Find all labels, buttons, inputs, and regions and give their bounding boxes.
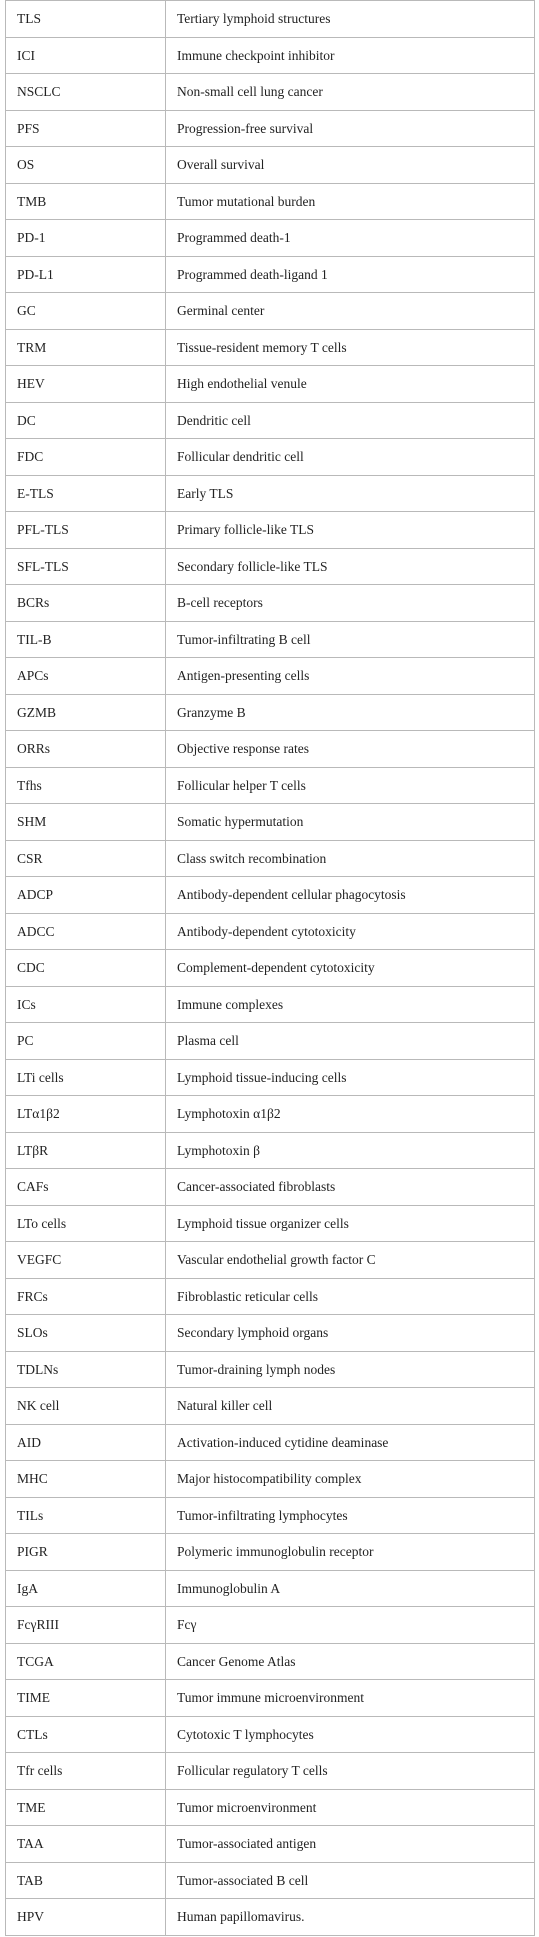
abbreviation-cell: ADCP — [6, 877, 166, 914]
abbreviation-cell: HPV — [6, 1899, 166, 1936]
definition-cell: Lymphotoxin α1β2 — [166, 1096, 535, 1133]
definition-cell: Antibody-dependent cellular phagocytosis — [166, 877, 535, 914]
abbreviation-cell: PD-1 — [6, 220, 166, 257]
abbreviation-cell: SFL-TLS — [6, 548, 166, 585]
table-row — [6, 475, 535, 512]
abbreviation-cell: ICs — [6, 986, 166, 1023]
definition-cell: Natural killer cell — [166, 1388, 535, 1425]
definition-cell: Non-small cell lung cancer — [166, 74, 535, 111]
table-row — [6, 621, 535, 658]
abbreviation-cell: LTo cells — [6, 1205, 166, 1242]
definition-cell: Activation-induced cytidine deaminase — [166, 1424, 535, 1461]
abbreviation-cell: TCGA — [6, 1643, 166, 1680]
abbreviation-cell: PIGR — [6, 1534, 166, 1571]
table-row — [6, 1570, 535, 1607]
abbreviation-cell: SHM — [6, 804, 166, 841]
definition-cell: Tissue-resident memory T cells — [166, 329, 535, 366]
abbreviation-cell: LTα1β2 — [6, 1096, 166, 1133]
definition-cell: Polymeric immunoglobulin receptor — [166, 1534, 535, 1571]
abbreviation-cell: ORRs — [6, 731, 166, 768]
abbreviation-cell: CSR — [6, 840, 166, 877]
definition-cell: Germinal center — [166, 293, 535, 330]
abbreviation-cell: CDC — [6, 950, 166, 987]
table-row — [6, 1351, 535, 1388]
abbreviation-cell: TAA — [6, 1826, 166, 1863]
table-row — [6, 1643, 535, 1680]
definition-cell: Programmed death-1 — [166, 220, 535, 257]
definition-cell: Secondary follicle-like TLS — [166, 548, 535, 585]
definition-cell: Dendritic cell — [166, 402, 535, 439]
definition-cell: Lymphoid tissue organizer cells — [166, 1205, 535, 1242]
abbreviations-table-body — [6, 1, 535, 1936]
table-row — [6, 1826, 535, 1863]
definition-cell: Tertiary lymphoid structures — [166, 1, 535, 38]
definition-cell: Tumor-infiltrating B cell — [166, 621, 535, 658]
definition-cell: Immune complexes — [166, 986, 535, 1023]
abbreviation-cell: ICI — [6, 37, 166, 74]
table-row — [6, 1205, 535, 1242]
table-row — [6, 1680, 535, 1717]
definition-cell: Tumor-associated B cell — [166, 1862, 535, 1899]
table-row — [6, 1, 535, 38]
definition-cell: Tumor-infiltrating lymphocytes — [166, 1497, 535, 1534]
table-row — [6, 840, 535, 877]
table-row — [6, 1497, 535, 1534]
table-row — [6, 37, 535, 74]
abbreviation-cell: APCs — [6, 658, 166, 695]
table-row — [6, 804, 535, 841]
table-row — [6, 1862, 535, 1899]
table-row — [6, 877, 535, 914]
table-row — [6, 402, 535, 439]
table-row — [6, 1716, 535, 1753]
definition-cell: Immune checkpoint inhibitor — [166, 37, 535, 74]
table-row — [6, 585, 535, 622]
abbreviation-cell: E-TLS — [6, 475, 166, 512]
definition-cell: Tumor-draining lymph nodes — [166, 1351, 535, 1388]
abbreviation-cell: GZMB — [6, 694, 166, 731]
table-row — [6, 1096, 535, 1133]
abbreviation-cell: IgA — [6, 1570, 166, 1607]
table-row — [6, 74, 535, 111]
abbreviation-cell: FDC — [6, 439, 166, 476]
abbreviations-table — [5, 0, 535, 1936]
definition-cell: Fcγ — [166, 1607, 535, 1644]
abbreviation-cell: LTβR — [6, 1132, 166, 1169]
table-row — [6, 731, 535, 768]
table-row — [6, 1242, 535, 1279]
abbreviation-cell: TLS — [6, 1, 166, 38]
abbreviation-cell: TME — [6, 1789, 166, 1826]
table-row — [6, 694, 535, 731]
abbreviation-cell: VEGFC — [6, 1242, 166, 1279]
table-row — [6, 658, 535, 695]
table-row — [6, 329, 535, 366]
table-row — [6, 950, 535, 987]
abbreviation-cell: CAFs — [6, 1169, 166, 1206]
table-row — [6, 220, 535, 257]
table-row — [6, 512, 535, 549]
abbreviation-cell: AID — [6, 1424, 166, 1461]
table-row — [6, 183, 535, 220]
abbreviation-cell: TIME — [6, 1680, 166, 1717]
abbreviation-cell: PD-L1 — [6, 256, 166, 293]
definition-cell: Antibody-dependent cytotoxicity — [166, 913, 535, 950]
table-row — [6, 1424, 535, 1461]
abbreviation-cell: OS — [6, 147, 166, 184]
table-row — [6, 293, 535, 330]
definition-cell: Lymphotoxin β — [166, 1132, 535, 1169]
table-row — [6, 1789, 535, 1826]
abbreviation-cell: SLOs — [6, 1315, 166, 1352]
definition-cell: Objective response rates — [166, 731, 535, 768]
definition-cell: Major histocompatibility complex — [166, 1461, 535, 1498]
table-row — [6, 1607, 535, 1644]
abbreviation-cell: PC — [6, 1023, 166, 1060]
table-row — [6, 1753, 535, 1790]
table-row — [6, 147, 535, 184]
definition-cell: Follicular regulatory T cells — [166, 1753, 535, 1790]
table-row — [6, 986, 535, 1023]
definition-cell: Progression-free survival — [166, 110, 535, 147]
definition-cell: Fibroblastic reticular cells — [166, 1278, 535, 1315]
table-row — [6, 548, 535, 585]
abbreviation-cell: TIL-B — [6, 621, 166, 658]
abbreviation-cell: TRM — [6, 329, 166, 366]
abbreviation-cell: TDLNs — [6, 1351, 166, 1388]
definition-cell: B-cell receptors — [166, 585, 535, 622]
table-row — [6, 1278, 535, 1315]
definition-cell: Cancer-associated fibroblasts — [166, 1169, 535, 1206]
abbreviation-cell: LTi cells — [6, 1059, 166, 1096]
abbreviation-cell: NSCLC — [6, 74, 166, 111]
definition-cell: Programmed death-ligand 1 — [166, 256, 535, 293]
definition-cell: Primary follicle-like TLS — [166, 512, 535, 549]
abbreviation-cell: DC — [6, 402, 166, 439]
definition-cell: Secondary lymphoid organs — [166, 1315, 535, 1352]
abbreviation-cell: GC — [6, 293, 166, 330]
table-row — [6, 1899, 535, 1936]
definition-cell: Overall survival — [166, 147, 535, 184]
abbreviation-cell: BCRs — [6, 585, 166, 622]
abbreviation-cell: NK cell — [6, 1388, 166, 1425]
table-row — [6, 1388, 535, 1425]
definition-cell: Tumor immune microenvironment — [166, 1680, 535, 1717]
definition-cell: Granzyme B — [166, 694, 535, 731]
abbreviation-cell: MHC — [6, 1461, 166, 1498]
definition-cell: Follicular helper T cells — [166, 767, 535, 804]
table-row — [6, 913, 535, 950]
abbreviation-cell: PFL-TLS — [6, 512, 166, 549]
definition-cell: Cytotoxic T lymphocytes — [166, 1716, 535, 1753]
abbreviation-cell: TILs — [6, 1497, 166, 1534]
table-row — [6, 1132, 535, 1169]
abbreviation-cell: HEV — [6, 366, 166, 403]
definition-cell: Tumor microenvironment — [166, 1789, 535, 1826]
table-row — [6, 1315, 535, 1352]
definition-cell: Immunoglobulin A — [166, 1570, 535, 1607]
table-row — [6, 1461, 535, 1498]
definition-cell: Plasma cell — [166, 1023, 535, 1060]
table-row — [6, 1534, 535, 1571]
table-row — [6, 110, 535, 147]
abbreviation-cell: Tfr cells — [6, 1753, 166, 1790]
abbreviation-cell: CTLs — [6, 1716, 166, 1753]
table-row — [6, 439, 535, 476]
abbreviation-cell: FcγRIII — [6, 1607, 166, 1644]
table-row — [6, 1169, 535, 1206]
table-row — [6, 256, 535, 293]
table-row — [6, 1059, 535, 1096]
abbreviation-cell: TAB — [6, 1862, 166, 1899]
definition-cell: Tumor mutational burden — [166, 183, 535, 220]
abbreviation-cell: FRCs — [6, 1278, 166, 1315]
abbreviation-cell: Tfhs — [6, 767, 166, 804]
definition-cell: Human papillomavirus. — [166, 1899, 535, 1936]
abbreviation-cell: TMB — [6, 183, 166, 220]
abbreviation-cell: ADCC — [6, 913, 166, 950]
definition-cell: Somatic hypermutation — [166, 804, 535, 841]
definition-cell: Early TLS — [166, 475, 535, 512]
definition-cell: Follicular dendritic cell — [166, 439, 535, 476]
definition-cell: Cancer Genome Atlas — [166, 1643, 535, 1680]
definition-cell: Complement-dependent cytotoxicity — [166, 950, 535, 987]
definition-cell: Antigen-presenting cells — [166, 658, 535, 695]
table-row — [6, 366, 535, 403]
definition-cell: Vascular endothelial growth factor C — [166, 1242, 535, 1279]
abbreviation-cell: PFS — [6, 110, 166, 147]
definition-cell: Tumor-associated antigen — [166, 1826, 535, 1863]
definition-cell: Class switch recombination — [166, 840, 535, 877]
definition-cell: Lymphoid tissue-inducing cells — [166, 1059, 535, 1096]
table-row — [6, 767, 535, 804]
definition-cell: High endothelial venule — [166, 366, 535, 403]
table-row — [6, 1023, 535, 1060]
